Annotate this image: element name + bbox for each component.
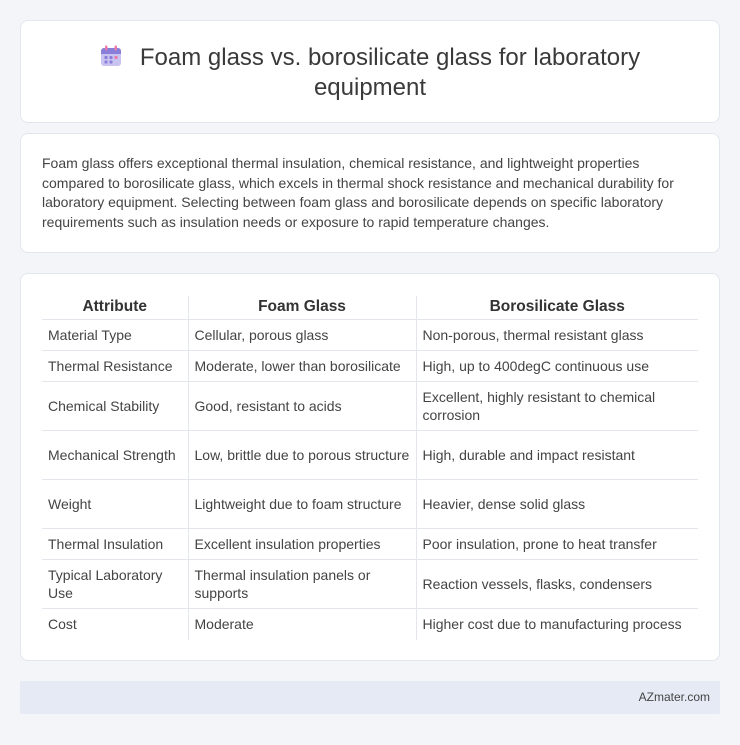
table-row [42, 320, 698, 351]
cell-attribute: Material Type [42, 320, 188, 351]
cell-borosilicate-glass: Non-porous, thermal resistant glass [416, 320, 698, 351]
cell-foam-glass: Cellular, porous glass [188, 320, 416, 351]
cell-borosilicate-glass: Excellent, highly resistant to chemical corrosion [416, 382, 698, 431]
cell-borosilicate-glass: Heavier, dense solid glass [416, 480, 698, 529]
cell-borosilicate-glass: Poor insulation, prone to heat transfer [416, 529, 698, 560]
table-header-row [42, 296, 698, 320]
header-borosilicate-glass: Borosilicate Glass [416, 296, 698, 320]
cell-foam-glass: Excellent insulation properties [188, 529, 416, 560]
comparison-card [20, 273, 720, 661]
title-card [20, 20, 720, 123]
table-row [42, 609, 698, 640]
header-foam-glass: Foam Glass [188, 296, 416, 320]
cell-borosilicate-glass: High, up to 400degC continuous use [416, 351, 698, 382]
table-row [42, 480, 698, 529]
cell-foam-glass: Thermal insulation panels or supports [188, 560, 416, 609]
cell-borosilicate-glass: Reaction vessels, flasks, condensers [416, 560, 698, 609]
table-row [42, 351, 698, 382]
cell-attribute: Chemical Stability [42, 382, 188, 431]
cell-attribute: Typical Laboratory Use [42, 560, 188, 609]
intro-paragraph: Foam glass offers exceptional thermal insulation, chemical resistance, and lightweight properties compared to borosilicate glass, which excels in thermal shock resistance and mechanical durability for laboratory equipment. Selecting between foam glass and borosilicate depends on specific laboratory requirements such as insulation needs or exposure to rapid temperature changes. [42, 155, 674, 230]
cell-foam-glass: Good, resistant to acids [188, 382, 416, 431]
cell-attribute: Thermal Resistance [42, 351, 188, 382]
intro-card [20, 133, 720, 253]
table-row [42, 431, 698, 480]
cell-attribute: Cost [48, 616, 77, 633]
header-attribute: Attribute [42, 296, 188, 320]
comparison-table [42, 296, 698, 640]
cell-borosilicate-glass: High, durable and impact resistant [416, 431, 698, 480]
cell-foam-glass: Moderate, lower than borosilicate [188, 351, 416, 382]
table-row [42, 529, 698, 560]
footer-brand: AZmater.com [638, 690, 710, 704]
cell-attribute: Mechanical Strength [42, 431, 188, 480]
cell-attribute: Weight [42, 480, 188, 529]
cell-foam-glass: Moderate [188, 609, 416, 640]
page-title: Foam glass vs. borosilicate glass for laboratory equipment [139, 44, 641, 101]
cell-foam-glass: Lightweight due to foam structure [188, 480, 416, 529]
cell-attribute: Thermal Insulation [42, 529, 188, 560]
table-row [42, 382, 698, 431]
cell-foam-glass: Low, brittle due to porous structure [188, 431, 416, 480]
cell-borosilicate-glass: Higher cost due to manufacturing process [416, 609, 698, 640]
page-title-block [21, 43, 719, 103]
footer-bar [20, 681, 720, 714]
table-row [42, 560, 698, 609]
calendar-icon [100, 45, 122, 67]
